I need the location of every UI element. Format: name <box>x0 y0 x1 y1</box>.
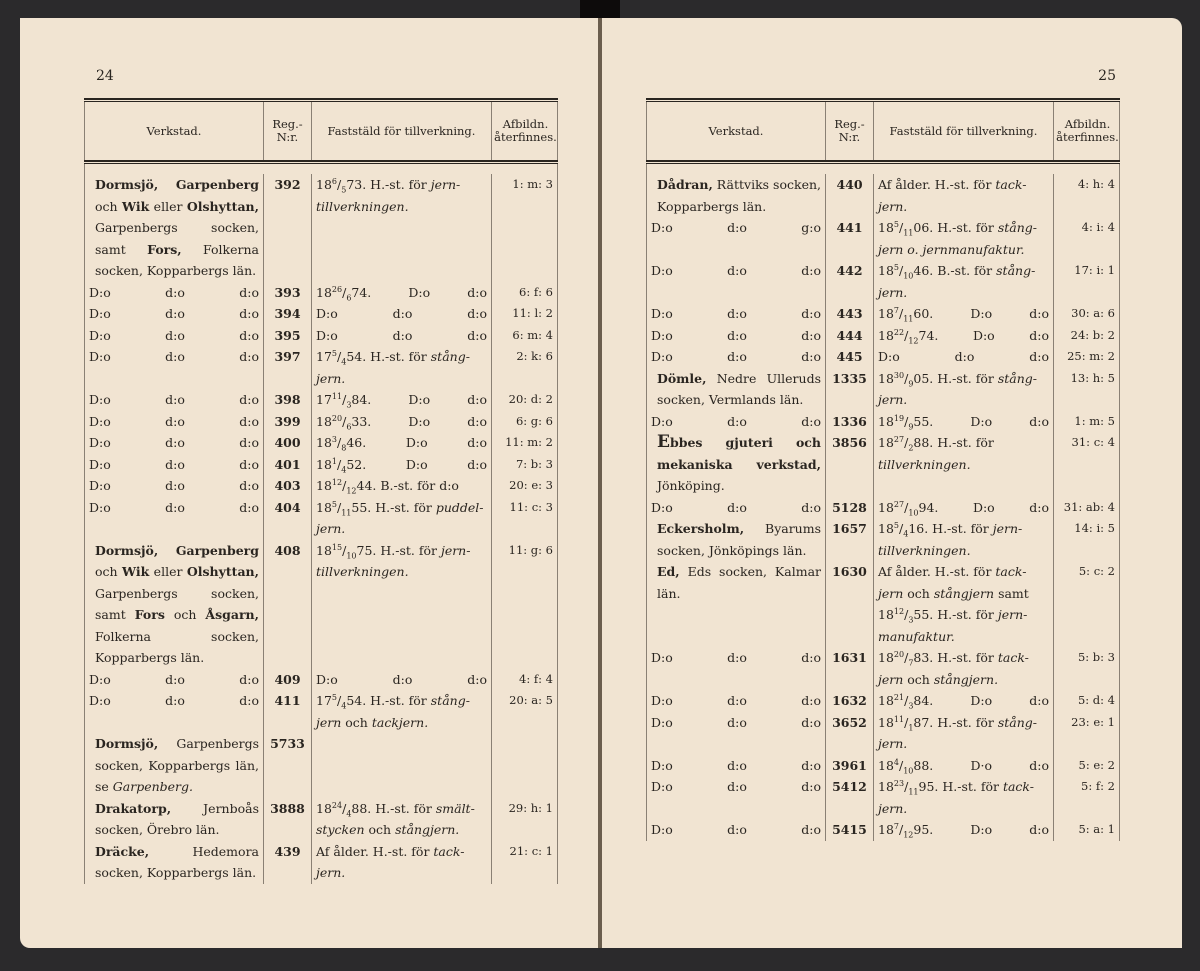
ditto-mark: d:o <box>801 413 821 429</box>
verkstad-cell: Dräcke, Hedemora socken, Kopparbergs län. <box>95 843 259 880</box>
reg-number: 445 <box>825 346 873 368</box>
faststald-cell: $17^5/_454$. H.-st. för stång-jern och tackjern. <box>311 690 491 733</box>
afbildn-ref: 20: a: 5 <box>491 690 559 733</box>
faststald-cell: $18^{20}/_783$. H.-st. för tack-jern och stångjern. <box>873 647 1053 690</box>
faststald-cell: $18^{27}/_{10}94$. D:o d:o <box>873 497 1053 519</box>
ditto-mark: D:o <box>89 284 111 300</box>
faststald-cell: $18^{24}/_488$. H.-st. för smält-stycken och stångjern. <box>311 798 491 841</box>
table-row <box>85 841 557 884</box>
reg-number: 1631 <box>825 647 873 690</box>
ditto-mark: D:o <box>89 392 111 407</box>
afbildn-ref: 5: f: 2 <box>1053 776 1121 819</box>
header-reg: Reg.-N:r. <box>263 102 311 160</box>
table-body <box>84 164 558 884</box>
ditto-mark: D:o <box>651 263 673 278</box>
ditto-mark: D:o <box>651 714 673 730</box>
ditto-mark: D:o <box>89 671 111 687</box>
table-row <box>647 411 1119 433</box>
ditto-mark: d:o <box>727 499 747 515</box>
faststald-cell: Af ålder. H.-st. för tack-jern. <box>311 841 491 884</box>
ditto-mark: d:o <box>239 392 259 407</box>
header-afbildn: Afbildn. återfinnes. <box>491 102 559 160</box>
reg-number: 395 <box>263 325 311 347</box>
ditto-mark: D:o <box>651 306 673 321</box>
afbildn-ref: 21: c: 1 <box>491 841 559 884</box>
ditto-mark: D:o <box>89 327 111 343</box>
verkstad-cell <box>647 647 825 690</box>
afbildn-ref: 31: ab: 4 <box>1053 497 1121 519</box>
afbildn-ref: 5: c: 2 <box>1053 561 1121 647</box>
table-header <box>646 102 1120 160</box>
ditto-mark: d:o <box>165 456 185 472</box>
afbildn-ref: 11: l: 2 <box>491 303 559 325</box>
reg-number: 442 <box>825 260 873 303</box>
table-row <box>647 432 1119 497</box>
verkstad-cell <box>647 755 825 777</box>
faststald-cell: $18^{20}/_633$. D:o d:o <box>311 411 491 433</box>
table-row <box>647 325 1119 347</box>
verkstad-cell: Dormsjö, Garpenberg och Wik eller Olshyttan, Garpenbergs socken, samt Fors, Folkerna socken, Kopparbergs län. <box>95 177 260 278</box>
verkstad-cell <box>85 389 263 411</box>
faststald-cell: $18^{23}/_{11}95$. H.-st. för tack-jern. <box>873 776 1053 819</box>
ditto-mark: D:o <box>651 779 673 794</box>
table-row <box>85 282 557 304</box>
reg-number: 1630 <box>825 561 873 647</box>
faststald-cell <box>311 733 491 798</box>
faststald-cell: $18^1/_452$. D:o d:o <box>311 454 491 476</box>
reg-number: 1336 <box>825 411 873 433</box>
faststald-cell: $18^5/_{10}46$. B.-st. för stång-jern. <box>873 260 1053 303</box>
table-row <box>647 346 1119 368</box>
ditto-mark: D:o <box>651 327 673 343</box>
ditto-mark: d:o <box>801 714 821 730</box>
reg-number: 1335 <box>825 368 873 411</box>
faststald-cell: $18^5/_{11}55$. H.-st. för puddel-jern. <box>311 497 491 540</box>
afbildn-ref: 7: b: 3 <box>491 454 559 476</box>
reg-number: 3652 <box>825 712 873 755</box>
ditto-mark: D:o <box>651 499 673 515</box>
table-row <box>85 303 557 325</box>
ditto-mark: d:o <box>239 671 259 687</box>
faststald-cell: $18^5/_416$. H.-st. för jern-tillverkningen. <box>873 518 1053 561</box>
reg-number: 3961 <box>825 755 873 777</box>
ditto-mark: d:o <box>165 284 185 300</box>
left-page <box>20 18 598 948</box>
table-row <box>85 346 557 389</box>
ditto-mark: d:o <box>165 478 185 493</box>
faststald-cell: $18^{26}/_674$. D:o d:o <box>311 282 491 304</box>
ditto-mark: d:o <box>165 693 185 708</box>
faststald-cell: $18^7/_{12}95$. D:o d:o <box>873 819 1053 841</box>
ditto-mark: d:o <box>727 757 747 773</box>
verkstad-cell: Dömle, Nedre Ulleruds socken, Vermlands län. <box>657 370 821 407</box>
reg-number: 3888 <box>263 798 311 841</box>
table-row <box>647 497 1119 519</box>
afbildn-ref: 23: e: 1 <box>1053 712 1121 755</box>
afbildn-ref: 5: b: 3 <box>1053 647 1121 690</box>
table-row <box>647 174 1119 217</box>
verkstad-cell <box>647 411 825 433</box>
afbildn-ref: 6: m: 4 <box>491 325 559 347</box>
afbildn-ref: 29: h: 1 <box>491 798 559 841</box>
ditto-mark: d:o <box>165 499 185 515</box>
reg-number: 5733 <box>263 733 311 798</box>
reg-number: 401 <box>263 454 311 476</box>
header-verkstad: Verkstad. <box>146 123 202 138</box>
ditto-mark: d:o <box>165 327 185 343</box>
afbildn-ref: 13: h: 5 <box>1053 368 1121 411</box>
reg-number: 1632 <box>825 690 873 712</box>
faststald-cell: Af ålder. H.-st. för tack-jern och stångjern samt $18^{12}/_355$. H.-st. för jern-manufaktur. <box>873 561 1053 647</box>
reg-number: 394 <box>263 303 311 325</box>
ditto-mark: d:o <box>239 349 259 364</box>
faststald-cell: $18^7/_{11}60$. D:o d:o <box>873 303 1053 325</box>
afbildn-ref: 30: a: 6 <box>1053 303 1121 325</box>
ditto-mark: D:o <box>89 456 111 472</box>
faststald-cell: D:o d:o d:o <box>873 346 1053 368</box>
afbildn-ref: 5: a: 1 <box>1053 819 1121 841</box>
afbildn-ref: 2: k: 6 <box>491 346 559 389</box>
faststald-cell: $18^{12}/_{12}44$. B.-st. för d:o <box>311 475 491 497</box>
afbildn-ref: 5: d: 4 <box>1053 690 1121 712</box>
ditto-mark: d:o <box>239 456 259 472</box>
header-afbildn: Afbildn. återfinnes. <box>1053 102 1121 160</box>
verkstad-cell <box>647 325 825 347</box>
right-page <box>602 18 1182 948</box>
header-verkstad: Verkstad. <box>708 123 764 138</box>
table-row <box>647 776 1119 819</box>
afbildn-ref: 1: m: 5 <box>1053 411 1121 433</box>
faststald-cell: D:o d:o d:o <box>311 669 491 691</box>
verkstad-cell <box>85 303 263 325</box>
verkstad-cell: Ebbes gjuteri och mekaniska verkstad, Jönköping. <box>657 432 821 493</box>
ditto-mark: D:o <box>651 220 673 235</box>
afbildn-ref: 20: e: 3 <box>491 475 559 497</box>
ditto-mark: d:o <box>727 349 747 364</box>
reg-number: 5128 <box>825 497 873 519</box>
afbildn-ref <box>491 733 559 798</box>
ditto-mark: D:o <box>651 757 673 773</box>
reg-number: 397 <box>263 346 311 389</box>
table-header <box>84 102 558 160</box>
ditto-mark: d:o <box>165 306 185 321</box>
ditto-mark: d:o <box>239 478 259 493</box>
ditto-mark: d:o <box>801 327 821 343</box>
table-row <box>85 411 557 433</box>
table-row <box>647 260 1119 303</box>
ditto-mark: d:o <box>801 650 821 665</box>
afbildn-ref: 31: c: 4 <box>1053 432 1121 497</box>
ditto-mark: d:o <box>165 413 185 429</box>
ditto-mark: D:o <box>89 349 111 364</box>
verkstad-cell <box>85 690 263 733</box>
ditto-mark: d:o <box>801 757 821 773</box>
table-row <box>647 755 1119 777</box>
afbildn-ref: 4: f: 4 <box>491 669 559 691</box>
table-row <box>85 669 557 691</box>
ditto-mark: d:o <box>239 306 259 321</box>
ditto-mark: d:o <box>727 693 747 708</box>
page-number: 25 <box>1098 68 1116 84</box>
ditto-mark: d:o <box>165 671 185 687</box>
verkstad-cell <box>85 411 263 433</box>
faststald-cell: $18^{27}/_288$. H.-st. för tillverkningen. <box>873 432 1053 497</box>
ditto-mark: D:o <box>651 349 673 364</box>
table-row <box>85 690 557 733</box>
reg-number: 443 <box>825 303 873 325</box>
verkstad-cell: Drakatorp, Jernboås socken, Örebro län. <box>95 800 259 837</box>
verkstad-cell <box>85 346 263 389</box>
ditto-mark: d:o <box>239 693 259 708</box>
ditto-mark: d:o <box>801 263 821 278</box>
verkstad-cell <box>647 346 825 368</box>
reg-number: 439 <box>263 841 311 884</box>
ditto-mark: d:o <box>239 284 259 300</box>
verkstad-cell <box>647 712 825 755</box>
reg-number: 441 <box>825 217 873 260</box>
afbildn-ref: 14: i: 5 <box>1053 518 1121 561</box>
faststald-cell: $18^{19}/_955$. D:o d:o <box>873 411 1053 433</box>
ditto-mark: D:o <box>89 499 111 515</box>
ditto-mark: d:o <box>727 714 747 730</box>
reg-number: 404 <box>263 497 311 540</box>
table-row <box>85 325 557 347</box>
faststald-cell: D:o d:o d:o <box>311 325 491 347</box>
reg-number: 1657 <box>825 518 873 561</box>
reg-number: 403 <box>263 475 311 497</box>
faststald-cell: $18^{15}/_{10}75$. H.-st. för jern-tillverkningen. <box>311 540 491 669</box>
table-row <box>647 690 1119 712</box>
afbildn-ref: 6: g: 6 <box>491 411 559 433</box>
afbildn-ref: 5: e: 2 <box>1053 755 1121 777</box>
afbildn-ref: 24: b: 2 <box>1053 325 1121 347</box>
reg-number: 408 <box>263 540 311 669</box>
afbildn-ref: 11: c: 3 <box>491 497 559 540</box>
faststald-cell: $18^{21}/_384$. D:o d:o <box>873 690 1053 712</box>
ditto-mark: D:o <box>651 822 673 837</box>
book-binding <box>580 0 620 20</box>
reg-number: 440 <box>825 174 873 217</box>
table-row <box>647 712 1119 755</box>
table-row <box>647 368 1119 411</box>
ditto-mark: D:o <box>89 306 111 321</box>
ditto-mark: d:o <box>801 499 821 515</box>
ditto-mark: D:o <box>89 693 111 708</box>
table-body <box>646 164 1120 841</box>
faststald-cell: $18^{30}/_905$. H.-st. för stång-jern. <box>873 368 1053 411</box>
verkstad-cell <box>647 776 825 819</box>
ditto-mark: d:o <box>727 822 747 837</box>
table-row <box>85 454 557 476</box>
afbildn-ref: 11: m: 2 <box>491 432 559 454</box>
verkstad-cell <box>85 282 263 304</box>
ditto-mark: D:o <box>651 413 673 429</box>
table-row <box>647 303 1119 325</box>
verkstad-cell <box>647 497 825 519</box>
reg-number: 5415 <box>825 819 873 841</box>
table-row <box>85 733 557 798</box>
reg-number: 393 <box>263 282 311 304</box>
afbildn-ref: 1: m: 3 <box>491 174 559 282</box>
reg-number: 409 <box>263 669 311 691</box>
ditto-mark: d:o <box>727 779 747 794</box>
verkstad-cell: Dådran, Rättviks socken, Kopparbergs län. <box>657 177 821 214</box>
faststald-cell: D:o d:o d:o <box>311 303 491 325</box>
table-row <box>85 497 557 540</box>
reg-number: 400 <box>263 432 311 454</box>
ditto-mark: g:o <box>801 220 821 235</box>
registry-table <box>84 98 558 884</box>
afbildn-ref: 6: f: 6 <box>491 282 559 304</box>
faststald-cell: $17^{11}/_384$. D:o d:o <box>311 389 491 411</box>
verkstad-cell <box>85 454 263 476</box>
faststald-cell: Af ålder. H.-st. för tack-jern. <box>873 174 1053 217</box>
table-row <box>85 475 557 497</box>
verkstad-cell <box>85 475 263 497</box>
verkstad-cell <box>85 325 263 347</box>
verkstad-cell <box>647 819 825 841</box>
ditto-mark: d:o <box>801 822 821 837</box>
afbildn-ref: 20: d: 2 <box>491 389 559 411</box>
ditto-mark: d:o <box>801 693 821 708</box>
ditto-mark: D:o <box>651 693 673 708</box>
table-row <box>85 432 557 454</box>
ditto-mark: d:o <box>165 349 185 364</box>
table-row <box>647 819 1119 841</box>
reg-number: 5412 <box>825 776 873 819</box>
ditto-mark: D:o <box>89 478 111 493</box>
afbildn-ref: 4: h: 4 <box>1053 174 1121 217</box>
header-faststald: Faststäld för tillverkning. <box>873 102 1053 160</box>
verkstad-cell <box>647 690 825 712</box>
table-row <box>647 217 1119 260</box>
verkstad-cell: Dormsjö, Garpenbergs socken, Kopparbergs län, se Garpenberg. <box>95 736 259 794</box>
header-faststald: Faststäld för tillverkning. <box>311 102 491 160</box>
table-row <box>85 798 557 841</box>
ditto-mark: d:o <box>239 435 259 450</box>
verkstad-cell <box>647 303 825 325</box>
ditto-mark: d:o <box>801 349 821 364</box>
verkstad-cell: Eckersholm, Byarums socken, Jönköpings län. <box>657 521 821 558</box>
ditto-mark: d:o <box>727 327 747 343</box>
ditto-mark: D:o <box>89 413 111 429</box>
verkstad-cell <box>85 669 263 691</box>
faststald-cell: $18^4/_{10}88$. D·o d:o <box>873 755 1053 777</box>
table-row <box>85 540 557 669</box>
ditto-mark: d:o <box>165 392 185 407</box>
table-row <box>647 518 1119 561</box>
afbildn-ref: 25: m: 2 <box>1053 346 1121 368</box>
table-row <box>647 647 1119 690</box>
verkstad-cell <box>647 217 825 260</box>
reg-number: 444 <box>825 325 873 347</box>
reg-number: 392 <box>263 174 311 282</box>
table-row <box>85 174 557 282</box>
reg-number: 399 <box>263 411 311 433</box>
faststald-cell: $18^{11}/_187$. H.-st. för stång-jern. <box>873 712 1053 755</box>
afbildn-ref: 11: g: 6 <box>491 540 559 669</box>
ditto-mark: d:o <box>801 306 821 321</box>
reg-number: 411 <box>263 690 311 733</box>
ditto-mark: d:o <box>165 435 185 450</box>
faststald-cell: $18^3/_846$. D:o d:o <box>311 432 491 454</box>
registry-table <box>646 98 1120 841</box>
verkstad-cell <box>85 497 263 540</box>
ditto-mark: d:o <box>727 220 747 235</box>
verkstad-cell <box>647 260 825 303</box>
page-number: 24 <box>96 68 114 84</box>
afbildn-ref: 4: i: 4 <box>1053 217 1121 260</box>
afbildn-ref: 17: i: 1 <box>1053 260 1121 303</box>
faststald-cell: $18^6/_573$. H.-st. för jern-tillverkningen. <box>311 174 491 282</box>
reg-number: 398 <box>263 389 311 411</box>
ditto-mark: d:o <box>727 413 747 429</box>
ditto-mark: d:o <box>239 413 259 429</box>
table-row <box>85 389 557 411</box>
ditto-mark: D:o <box>89 435 111 450</box>
faststald-cell: $18^{22}/_{12}74$. D:o d:o <box>873 325 1053 347</box>
verkstad-cell: Dormsjö, Garpenberg och Wik eller Olshyttan, Garpenbergs socken, samt Fors och Åsgarn, Folkerna socken, Kopparbergs län. <box>95 542 259 665</box>
ditto-mark: d:o <box>727 263 747 278</box>
faststald-cell: $18^5/_{11}06$. H.-st. för stång-jern o. jernmanufaktur. <box>873 217 1053 260</box>
ditto-mark: d:o <box>239 327 259 343</box>
faststald-cell: $17^5/_454$. H.-st. för stång-jern. <box>311 346 491 389</box>
ditto-mark: d:o <box>239 499 259 515</box>
ditto-mark: D:o <box>651 650 673 665</box>
header-reg: Reg.-N:r. <box>825 102 873 160</box>
reg-number: 3856 <box>825 432 873 497</box>
table-row <box>647 561 1119 647</box>
ditto-mark: d:o <box>801 779 821 794</box>
ditto-mark: d:o <box>727 650 747 665</box>
verkstad-cell <box>85 432 263 454</box>
verkstad-cell: Ed, Eds socken, Kalmar län. <box>657 564 821 601</box>
ditto-mark: d:o <box>727 306 747 321</box>
